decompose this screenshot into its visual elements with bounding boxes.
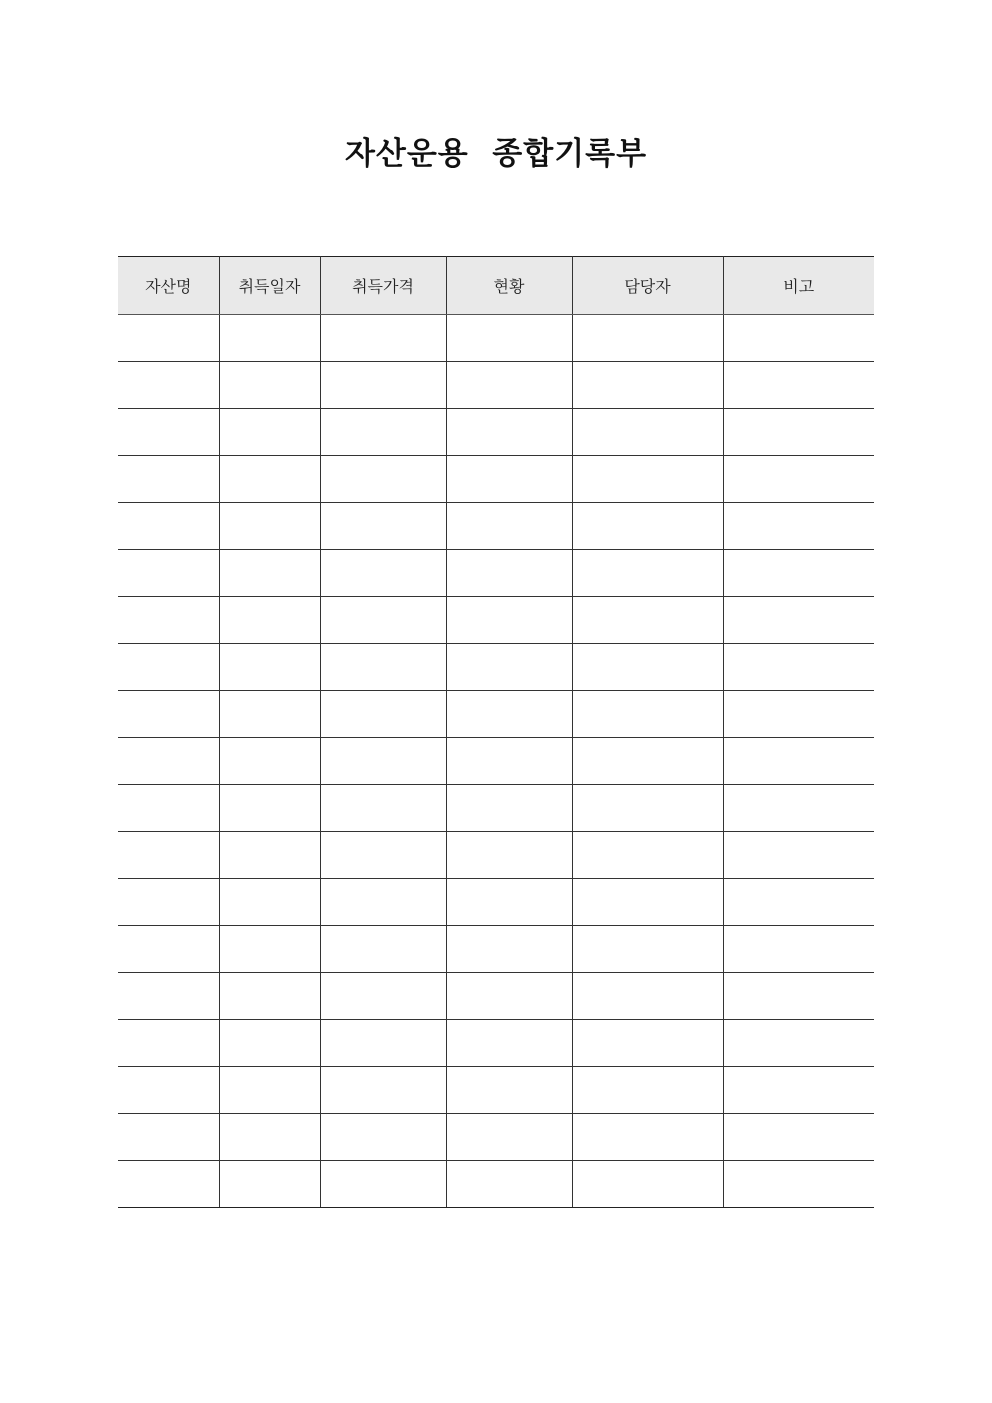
status-cell [446, 785, 572, 832]
column-header-asset-name: 자산명 [118, 257, 219, 315]
table-row [118, 456, 874, 503]
acquisition-date-cell [219, 785, 320, 832]
remarks-cell [723, 597, 874, 644]
asset-name-cell [118, 644, 219, 691]
acquisition-price-cell [320, 456, 446, 503]
status-cell [446, 738, 572, 785]
asset-name-cell [118, 926, 219, 973]
column-header-status: 현황 [446, 257, 572, 315]
table-row [118, 1114, 874, 1161]
remarks-cell [723, 644, 874, 691]
remarks-cell [723, 1161, 874, 1208]
acquisition-price-cell [320, 1161, 446, 1208]
asset-ledger-table [118, 256, 874, 1208]
asset-name-cell [118, 973, 219, 1020]
remarks-cell [723, 315, 874, 362]
status-cell [446, 409, 572, 456]
manager-cell [572, 879, 723, 926]
asset-name-cell [118, 503, 219, 550]
acquisition-date-cell [219, 738, 320, 785]
table-row [118, 973, 874, 1020]
status-cell [446, 1161, 572, 1208]
status-cell [446, 456, 572, 503]
acquisition-date-cell [219, 409, 320, 456]
manager-cell [572, 362, 723, 409]
table-row [118, 1067, 874, 1114]
acquisition-price-cell [320, 832, 446, 879]
table-row [118, 315, 874, 362]
table-row [118, 785, 874, 832]
asset-name-cell [118, 1114, 219, 1161]
table-row [118, 738, 874, 785]
remarks-cell [723, 456, 874, 503]
table-row [118, 597, 874, 644]
manager-cell [572, 456, 723, 503]
table-body [118, 315, 874, 1208]
asset-name-cell [118, 1067, 219, 1114]
acquisition-price-cell [320, 1020, 446, 1067]
acquisition-price-cell [320, 644, 446, 691]
column-header-acquisition-date: 취득일자 [219, 257, 320, 315]
table-row [118, 832, 874, 879]
remarks-cell [723, 879, 874, 926]
asset-name-cell [118, 550, 219, 597]
manager-cell [572, 550, 723, 597]
status-cell [446, 1020, 572, 1067]
status-cell [446, 644, 572, 691]
acquisition-price-cell [320, 409, 446, 456]
table-row [118, 644, 874, 691]
status-cell [446, 597, 572, 644]
acquisition-price-cell [320, 879, 446, 926]
acquisition-date-cell [219, 973, 320, 1020]
status-cell [446, 315, 572, 362]
acquisition-date-cell [219, 1161, 320, 1208]
remarks-cell [723, 738, 874, 785]
acquisition-date-cell [219, 503, 320, 550]
asset-name-cell [118, 315, 219, 362]
status-cell [446, 832, 572, 879]
acquisition-price-cell [320, 315, 446, 362]
acquisition-price-cell [320, 1114, 446, 1161]
acquisition-price-cell [320, 785, 446, 832]
acquisition-date-cell [219, 362, 320, 409]
table-row [118, 409, 874, 456]
manager-cell [572, 1161, 723, 1208]
status-cell [446, 973, 572, 1020]
table-row [118, 550, 874, 597]
acquisition-price-cell [320, 503, 446, 550]
column-header-acquisition-price: 취득가격 [320, 257, 446, 315]
acquisition-date-cell [219, 456, 320, 503]
column-header-remarks: 비고 [723, 257, 874, 315]
manager-cell [572, 691, 723, 738]
table-row [118, 1020, 874, 1067]
manager-cell [572, 926, 723, 973]
asset-name-cell [118, 738, 219, 785]
status-cell [446, 691, 572, 738]
remarks-cell [723, 926, 874, 973]
remarks-cell [723, 503, 874, 550]
table-row [118, 503, 874, 550]
asset-name-cell [118, 691, 219, 738]
remarks-cell [723, 1020, 874, 1067]
acquisition-price-cell [320, 738, 446, 785]
manager-cell [572, 1020, 723, 1067]
table-row [118, 362, 874, 409]
status-cell [446, 362, 572, 409]
column-header-manager: 담당자 [572, 257, 723, 315]
acquisition-date-cell [219, 691, 320, 738]
acquisition-date-cell [219, 644, 320, 691]
manager-cell [572, 785, 723, 832]
status-cell [446, 926, 572, 973]
acquisition-date-cell [219, 550, 320, 597]
manager-cell [572, 644, 723, 691]
remarks-cell [723, 409, 874, 456]
asset-name-cell [118, 456, 219, 503]
status-cell [446, 879, 572, 926]
acquisition-date-cell [219, 1067, 320, 1114]
acquisition-price-cell [320, 973, 446, 1020]
asset-name-cell [118, 597, 219, 644]
table-row [118, 691, 874, 738]
acquisition-price-cell [320, 691, 446, 738]
manager-cell [572, 597, 723, 644]
table-row [118, 879, 874, 926]
acquisition-date-cell [219, 597, 320, 644]
table-row [118, 1161, 874, 1208]
remarks-cell [723, 1114, 874, 1161]
acquisition-price-cell [320, 1067, 446, 1114]
remarks-cell [723, 973, 874, 1020]
asset-name-cell [118, 1161, 219, 1208]
manager-cell [572, 832, 723, 879]
acquisition-date-cell [219, 879, 320, 926]
manager-cell [572, 973, 723, 1020]
manager-cell [572, 1067, 723, 1114]
acquisition-price-cell [320, 362, 446, 409]
acquisition-price-cell [320, 926, 446, 973]
acquisition-date-cell [219, 315, 320, 362]
acquisition-price-cell [320, 597, 446, 644]
acquisition-price-cell [320, 550, 446, 597]
remarks-cell [723, 550, 874, 597]
status-cell [446, 1067, 572, 1114]
acquisition-date-cell [219, 832, 320, 879]
asset-name-cell [118, 409, 219, 456]
asset-name-cell [118, 785, 219, 832]
acquisition-date-cell [219, 1114, 320, 1161]
table-row [118, 926, 874, 973]
manager-cell [572, 315, 723, 362]
page-title: 자산운용 종합기록부 [344, 136, 648, 172]
table-header-row [118, 257, 874, 315]
manager-cell [572, 1114, 723, 1161]
remarks-cell [723, 691, 874, 738]
remarks-cell [723, 1067, 874, 1114]
status-cell [446, 550, 572, 597]
remarks-cell [723, 362, 874, 409]
manager-cell [572, 738, 723, 785]
acquisition-date-cell [219, 1020, 320, 1067]
remarks-cell [723, 785, 874, 832]
asset-name-cell [118, 362, 219, 409]
asset-name-cell [118, 832, 219, 879]
remarks-cell [723, 832, 874, 879]
manager-cell [572, 503, 723, 550]
status-cell [446, 1114, 572, 1161]
manager-cell [572, 409, 723, 456]
status-cell [446, 503, 572, 550]
asset-name-cell [118, 879, 219, 926]
acquisition-date-cell [219, 926, 320, 973]
asset-name-cell [118, 1020, 219, 1067]
